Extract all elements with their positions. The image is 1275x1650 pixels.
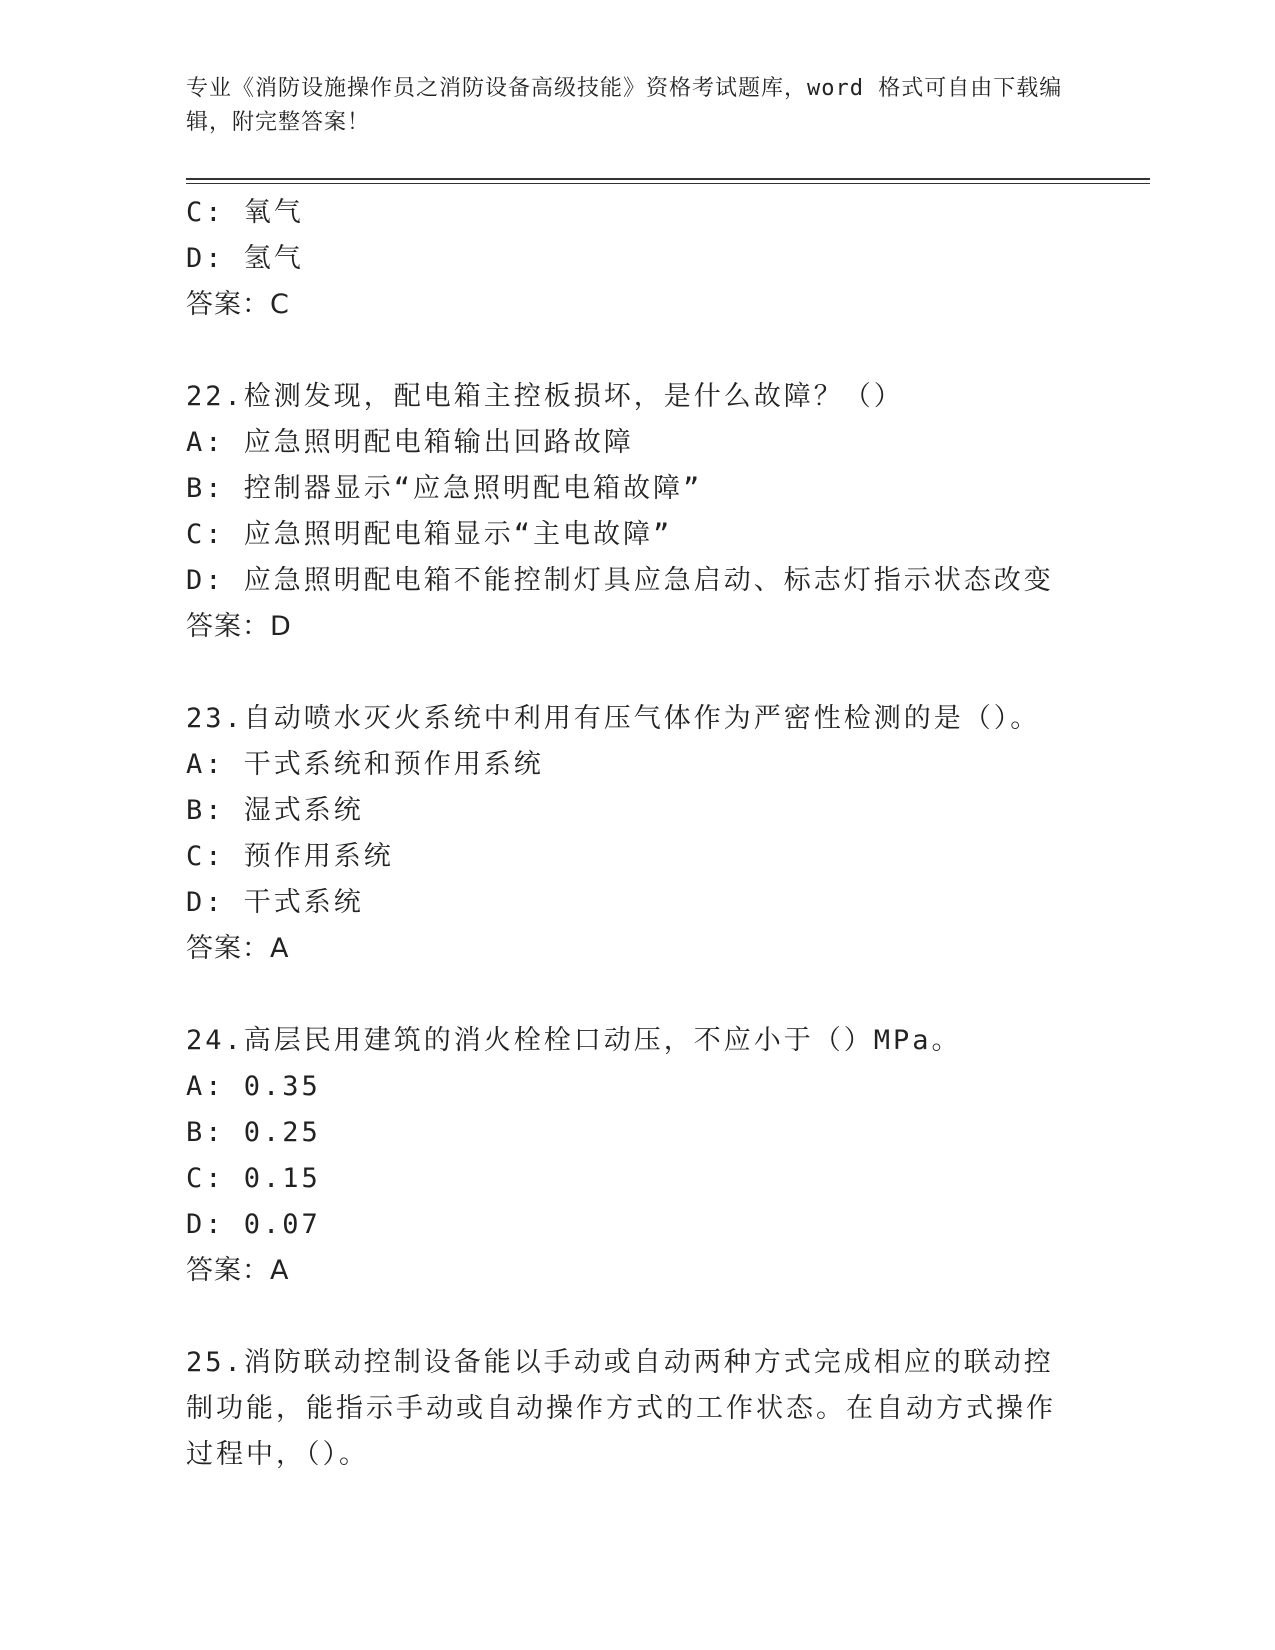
- answer: 答案：A: [186, 933, 290, 964]
- question-list: [186, 190, 1086, 1478]
- option-d: D: 氢气: [186, 243, 304, 274]
- previous-question-tail: [186, 190, 1086, 328]
- option-a: A: 0.35: [186, 1071, 321, 1102]
- header-rule-thin: [186, 183, 1150, 184]
- question-24: [186, 1018, 1086, 1294]
- option-a: A: 干式系统和预作用系统: [186, 749, 544, 780]
- option-c: C: 0.15: [186, 1163, 321, 1194]
- answer: 答案：A: [186, 1255, 290, 1286]
- answer: 答案：C: [186, 289, 290, 320]
- option-c: C: 预作用系统: [186, 841, 394, 872]
- question-stem: 24.高层民用建筑的消火栓栓口动压，不应小于（）MPa。: [186, 1025, 962, 1056]
- option-c: C: 氧气: [186, 197, 304, 228]
- question-25: [186, 1340, 1086, 1478]
- question-stem: 25.消防联动控制设备能以手动或自动两种方式完成相应的联动控制功能，能指示手动或自动操作方式的工作状态。在自动方式操作过程中，（）。: [186, 1347, 1056, 1470]
- answer: 答案：D: [186, 611, 292, 642]
- option-d: D: 干式系统: [186, 887, 364, 918]
- option-b: B: 0.25: [186, 1117, 321, 1148]
- document-header: 专业《消防设施操作员之消防设备高级技能》资格考试题库，word 格式可自由下载编辑，附完整答案！: [186, 76, 1063, 135]
- question-22: [186, 374, 1086, 650]
- option-c: C: 应急照明配电箱显示“主电故障”: [186, 519, 673, 550]
- question-23: [186, 696, 1086, 972]
- option-b: B: 控制器显示“应急照明配电箱故障”: [186, 473, 703, 504]
- question-stem: 22.检测发现，配电箱主控板损坏，是什么故障？（）: [186, 381, 904, 412]
- header-rule-thick: [186, 178, 1150, 180]
- option-a: A: 应急照明配电箱输出回路故障: [186, 427, 634, 458]
- option-d: D: 0.07: [186, 1209, 321, 1240]
- question-stem: 23.自动喷水灭火系统中利用有压气体作为严密性检测的是（）。: [186, 703, 1041, 734]
- option-b: B: 湿式系统: [186, 795, 364, 826]
- option-d: D: 应急照明配电箱不能控制灯具应急启动、标志灯指示状态改变: [186, 565, 1054, 596]
